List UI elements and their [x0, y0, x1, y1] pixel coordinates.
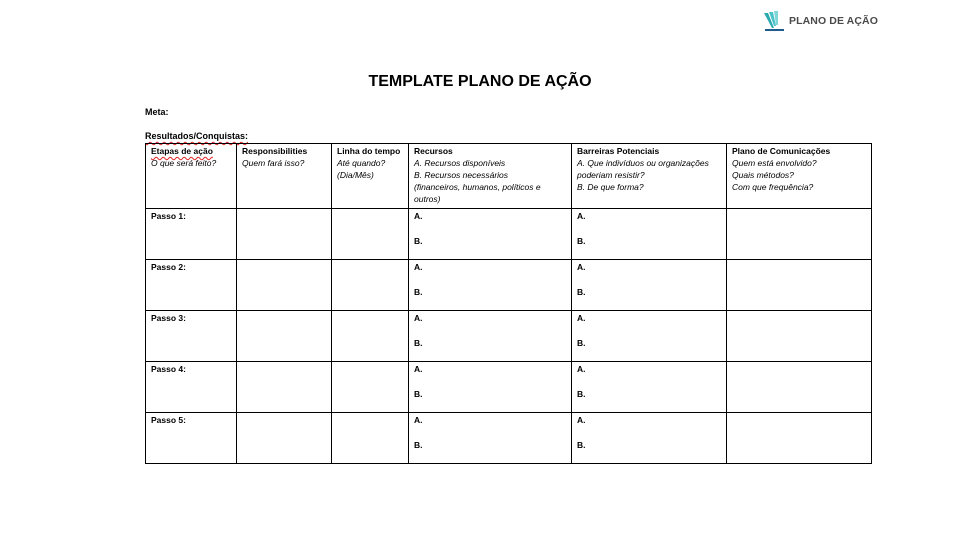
step-label-cell — [146, 209, 237, 260]
header-subtitle: Quem está envolvido? — [732, 158, 817, 168]
barrier-b-label: B. — [577, 236, 586, 246]
step-label: Passo 4: — [151, 364, 186, 374]
communications-cell[interactable] — [727, 260, 872, 311]
barrier-b-label: B. — [577, 287, 586, 297]
timeline-cell[interactable] — [332, 260, 409, 311]
step-label-cell — [146, 362, 237, 413]
resource-b-label: B. — [414, 236, 423, 246]
header-title: Barreiras Potenciais — [577, 146, 660, 156]
resource-b-label: B. — [414, 389, 423, 399]
header-title: Linha do tempo — [337, 146, 401, 156]
resource-a-label: A. — [414, 262, 423, 272]
resource-a-label: A. — [414, 313, 423, 323]
resource-a-label: A. — [414, 364, 423, 374]
header-subtitle: Quem fará isso? — [242, 158, 305, 168]
header-subtitle: B. Recursos necessários — [414, 170, 509, 180]
header-cell-communications-plan — [727, 144, 872, 209]
header-cell-timeline — [332, 144, 409, 209]
header-subtitle: A. Que indivíduos ou organizações poderiam resistir? — [577, 158, 709, 180]
resources-cell[interactable] — [409, 260, 572, 311]
header-cell-potential-barriers — [572, 144, 727, 209]
table-row — [146, 413, 872, 464]
table-row — [146, 209, 872, 260]
step-label-cell — [146, 413, 237, 464]
logo-text: PLANO DE AÇÃO — [789, 15, 878, 27]
timeline-cell[interactable] — [332, 413, 409, 464]
header-cell-resources — [409, 144, 572, 209]
header-title: Plano de Comunicações — [732, 146, 831, 156]
resources-cell[interactable] — [409, 311, 572, 362]
barriers-cell[interactable] — [572, 413, 727, 464]
step-label: Passo 3: — [151, 313, 186, 323]
header-subtitle: Com que frequência? — [732, 182, 814, 192]
table-row — [146, 311, 872, 362]
communications-cell[interactable] — [727, 209, 872, 260]
barriers-cell[interactable] — [572, 260, 727, 311]
step-label-cell — [146, 260, 237, 311]
step-label: Passo 1: — [151, 211, 186, 221]
header-title: Etapas de ação — [151, 146, 213, 156]
header-row — [146, 144, 872, 209]
barrier-a-label: A. — [577, 262, 586, 272]
page-title: TEMPLATE PLANO DE AÇÃO — [368, 73, 592, 90]
barriers-cell[interactable] — [572, 362, 727, 413]
table-row — [146, 362, 872, 413]
timeline-cell[interactable] — [332, 209, 409, 260]
communications-cell[interactable] — [727, 311, 872, 362]
table-row — [146, 260, 872, 311]
barriers-cell[interactable] — [572, 311, 727, 362]
responsibility-cell[interactable] — [237, 362, 332, 413]
header-subtitle: A. Recursos disponíveis — [414, 158, 506, 168]
responsibility-cell[interactable] — [237, 209, 332, 260]
resources-cell[interactable] — [409, 209, 572, 260]
barrier-a-label: A. — [577, 364, 586, 374]
resource-a-label: A. — [414, 415, 423, 425]
header-title: Recursos — [414, 146, 453, 156]
resource-b-label: B. — [414, 440, 423, 450]
communications-cell[interactable] — [727, 413, 872, 464]
meta-label: Meta: — [145, 107, 169, 117]
resource-a-label: A. — [414, 211, 423, 221]
timeline-cell[interactable] — [332, 362, 409, 413]
step-label: Passo 2: — [151, 262, 186, 272]
header-subtitle: Até quando? — [337, 158, 386, 168]
header-subtitle: Quais métodos? — [732, 170, 794, 180]
action-plan-table — [145, 143, 872, 464]
book-pages-icon — [762, 10, 786, 32]
header-subtitle: (financeiros, humanos, políticos e outros) — [414, 182, 541, 204]
resource-b-label: B. — [414, 338, 423, 348]
header-cell-responsibilities — [237, 144, 332, 209]
barrier-b-label: B. — [577, 389, 586, 399]
header-cell-action-steps — [146, 144, 237, 209]
communications-cell[interactable] — [727, 362, 872, 413]
responsibility-cell[interactable] — [237, 260, 332, 311]
results-label: Resultados/Conquistas: — [145, 131, 249, 141]
barrier-b-label: B. — [577, 338, 586, 348]
responsibility-cell[interactable] — [237, 311, 332, 362]
step-label: Passo 5: — [151, 415, 186, 425]
step-label-cell — [146, 311, 237, 362]
barriers-cell[interactable] — [572, 209, 727, 260]
logo — [762, 10, 878, 32]
responsibility-cell[interactable] — [237, 413, 332, 464]
resources-cell[interactable] — [409, 362, 572, 413]
barrier-a-label: A. — [577, 313, 586, 323]
resources-cell[interactable] — [409, 413, 572, 464]
barrier-a-label: A. — [577, 415, 586, 425]
header-title: Responsibilities — [242, 146, 308, 156]
header-subtitle: O que será feito? — [151, 158, 217, 168]
barrier-a-label: A. — [577, 211, 586, 221]
timeline-cell[interactable] — [332, 311, 409, 362]
header-subtitle: (Dia/Mês) — [337, 170, 374, 180]
barrier-b-label: B. — [577, 440, 586, 450]
header-subtitle: B. De que forma? — [577, 182, 644, 192]
resource-b-label: B. — [414, 287, 423, 297]
